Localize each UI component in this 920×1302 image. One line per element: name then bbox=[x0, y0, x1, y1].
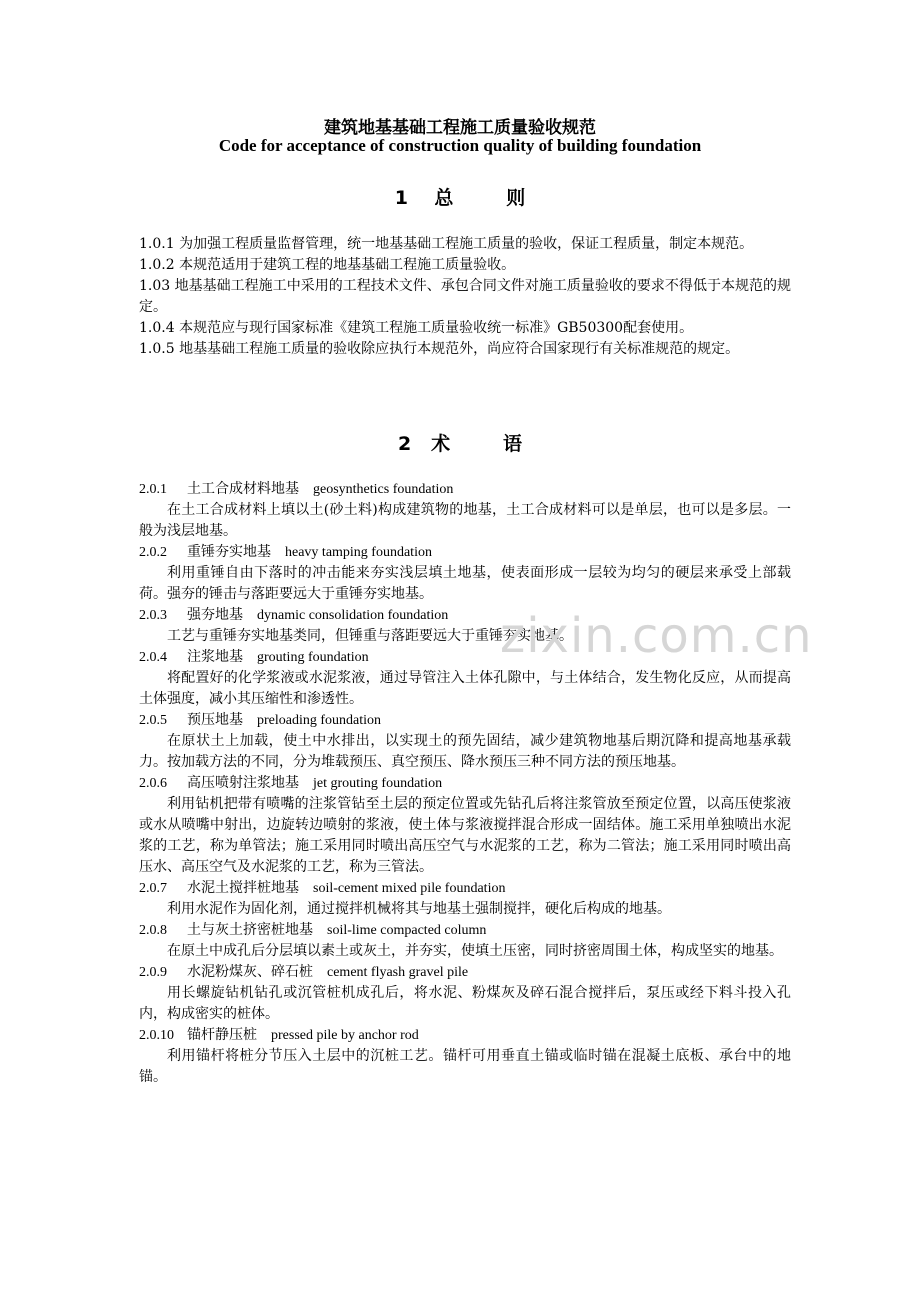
term-definition: 用长螺旋钻机钻孔或沉管桩机成孔后，将水泥、粉煤灰及碎石混合搅拌后，泵压或经下料斗投入孔内，构成密实的桩体。 bbox=[139, 985, 791, 1022]
term-english: pressed pile by anchor rod bbox=[271, 1028, 419, 1043]
term-heading bbox=[139, 773, 791, 794]
term-definition: 在原状土上加载，使土中水排出，以实现土的预先固结，减少建筑物地基后期沉降和提高地基承载力。按加载方法的不同，分为堆载预压、真空预压、降水预压三种不同方法的预压地基。 bbox=[139, 733, 791, 770]
term-number: 2.0.4 bbox=[139, 650, 167, 665]
chapter-2-heading: 2 术 语 bbox=[398, 433, 522, 455]
term-english: cement flyash gravel pile bbox=[327, 965, 469, 980]
terms-section bbox=[139, 479, 791, 1088]
general-provisions bbox=[139, 234, 791, 360]
term-chinese: 锚杆静压桩 bbox=[187, 1027, 257, 1043]
term-heading bbox=[139, 542, 791, 563]
term-english: jet grouting foundation bbox=[313, 776, 443, 791]
clause: 1.0.4 本规范应与现行国家标准《建筑工程施工质量验收统一标准》GB50300配套使用。 bbox=[139, 320, 694, 336]
term-number: 2.0.8 bbox=[139, 923, 167, 938]
term-chinese: 水泥土搅拌桩地基 bbox=[187, 880, 299, 896]
term-number: 2.0.3 bbox=[139, 608, 167, 623]
term-heading bbox=[139, 962, 791, 983]
term-number: 2.0.9 bbox=[139, 965, 167, 980]
clause: 1.0.1 为加强工程质量监督管理，统一地基基础工程施工质量的验收，保证工程质量，制定本规范。 bbox=[139, 236, 754, 252]
clause: 1.03 地基基础工程施工中采用的工程技术文件、承包合同文件对施工质量验收的要求不得低于本规范的规定。 bbox=[139, 278, 791, 315]
term-chinese: 水泥粉煤灰、碎石桩 bbox=[187, 964, 313, 980]
term-definition: 利用水泥作为固化剂，通过搅拌机械将其与地基土强制搅拌，硬化后构成的地基。 bbox=[167, 901, 671, 917]
term-definition: 在土工合成材料上填以土(砂土料)构成建筑物的地基，土工合成材料可以是单层，也可以是多层。一般为浅层地基。 bbox=[139, 502, 791, 539]
term-number: 2.0.10 bbox=[139, 1028, 174, 1043]
term-chinese: 注浆地基 bbox=[187, 649, 243, 665]
term-definition: 利用钻机把带有喷嘴的注浆管钻至土层的预定位置或先钻孔后将注浆管放至预定位置，以高压使浆液或水从喷嘴中射出，边旋转边喷射的浆液，使土体与浆液搅拌混合形成一固结体。施工采用单独喷出水泥浆的工艺，称为单管法；施工采用同时喷出高压空气与水泥浆的工艺，称为二管法；施工采用同时喷出高压水、高压空气及水泥浆的工艺，称为三管法。 bbox=[139, 796, 791, 875]
term-heading bbox=[139, 479, 791, 500]
term-chinese: 土与灰土挤密桩地基 bbox=[187, 922, 313, 938]
clause: 1.0.2 本规范适用于建筑工程的地基基础工程施工质量验收。 bbox=[139, 257, 516, 273]
term-english: soil-cement mixed pile foundation bbox=[313, 881, 506, 896]
term-chinese: 重锤夯实地基 bbox=[187, 544, 271, 560]
term-chinese: 高压喷射注浆地基 bbox=[187, 775, 299, 791]
term-number: 2.0.6 bbox=[139, 776, 167, 791]
term-heading bbox=[139, 1025, 791, 1046]
clause: 1.0.5 地基基础工程施工质量的验收除应执行本规范外，尚应符合国家现行有关标准规范的规定。 bbox=[139, 341, 740, 357]
term-number: 2.0.2 bbox=[139, 545, 167, 560]
term-number: 2.0.1 bbox=[139, 482, 167, 497]
watermark: zixin.com.cn bbox=[500, 608, 813, 664]
term-number: 2.0.5 bbox=[139, 713, 167, 728]
term-chinese: 强夯地基 bbox=[187, 607, 243, 623]
term-definition: 在原土中成孔后分层填以素土或灰土，并夯实，使填土压密，同时挤密周围土体，构成坚实的地基。 bbox=[167, 943, 783, 959]
term-definition: 利用锚杆将桩分节压入土层中的沉桩工艺。锚杆可用垂直土锚或临时锚在混凝土底板、承台中的地锚。 bbox=[139, 1048, 791, 1085]
term-heading bbox=[139, 605, 791, 626]
document-title-english: Code for acceptance of construction quality of building foundation bbox=[218, 136, 702, 155]
term-chinese: 土工合成材料地基 bbox=[187, 481, 299, 497]
term-heading bbox=[139, 710, 791, 731]
term-english: grouting foundation bbox=[257, 650, 369, 665]
document-title-chinese: 建筑地基基础工程施工质量验收规范 bbox=[324, 118, 596, 138]
chapter-1-heading: 1 总 则 bbox=[394, 187, 526, 209]
term-heading bbox=[139, 920, 791, 941]
term-definition: 利用重锤自由下落时的冲击能来夯实浅层填土地基，使表面形成一层较为均匀的硬层来承受上部载荷。强夯的锤击与落距要远大于重锤夯实地基。 bbox=[139, 565, 791, 602]
term-english: soil-lime compacted column bbox=[327, 923, 487, 938]
term-definition: 工艺与重锤夯实地基类同，但锤重与落距要远大于重锤夯实地基。 bbox=[167, 628, 573, 644]
term-english: geosynthetics foundation bbox=[313, 482, 454, 497]
term-heading bbox=[139, 647, 791, 668]
term-english: preloading foundation bbox=[257, 713, 382, 728]
term-heading bbox=[139, 878, 791, 899]
term-definition: 将配置好的化学浆液或水泥浆液，通过导管注入土体孔隙中，与土体结合，发生物化反应，从而提高土体强度，减小其压缩性和渗透性。 bbox=[139, 670, 791, 707]
term-number: 2.0.7 bbox=[139, 881, 167, 896]
term-chinese: 预压地基 bbox=[187, 712, 243, 728]
term-english: dynamic consolidation foundation bbox=[257, 608, 449, 623]
term-english: heavy tamping foundation bbox=[285, 545, 432, 560]
